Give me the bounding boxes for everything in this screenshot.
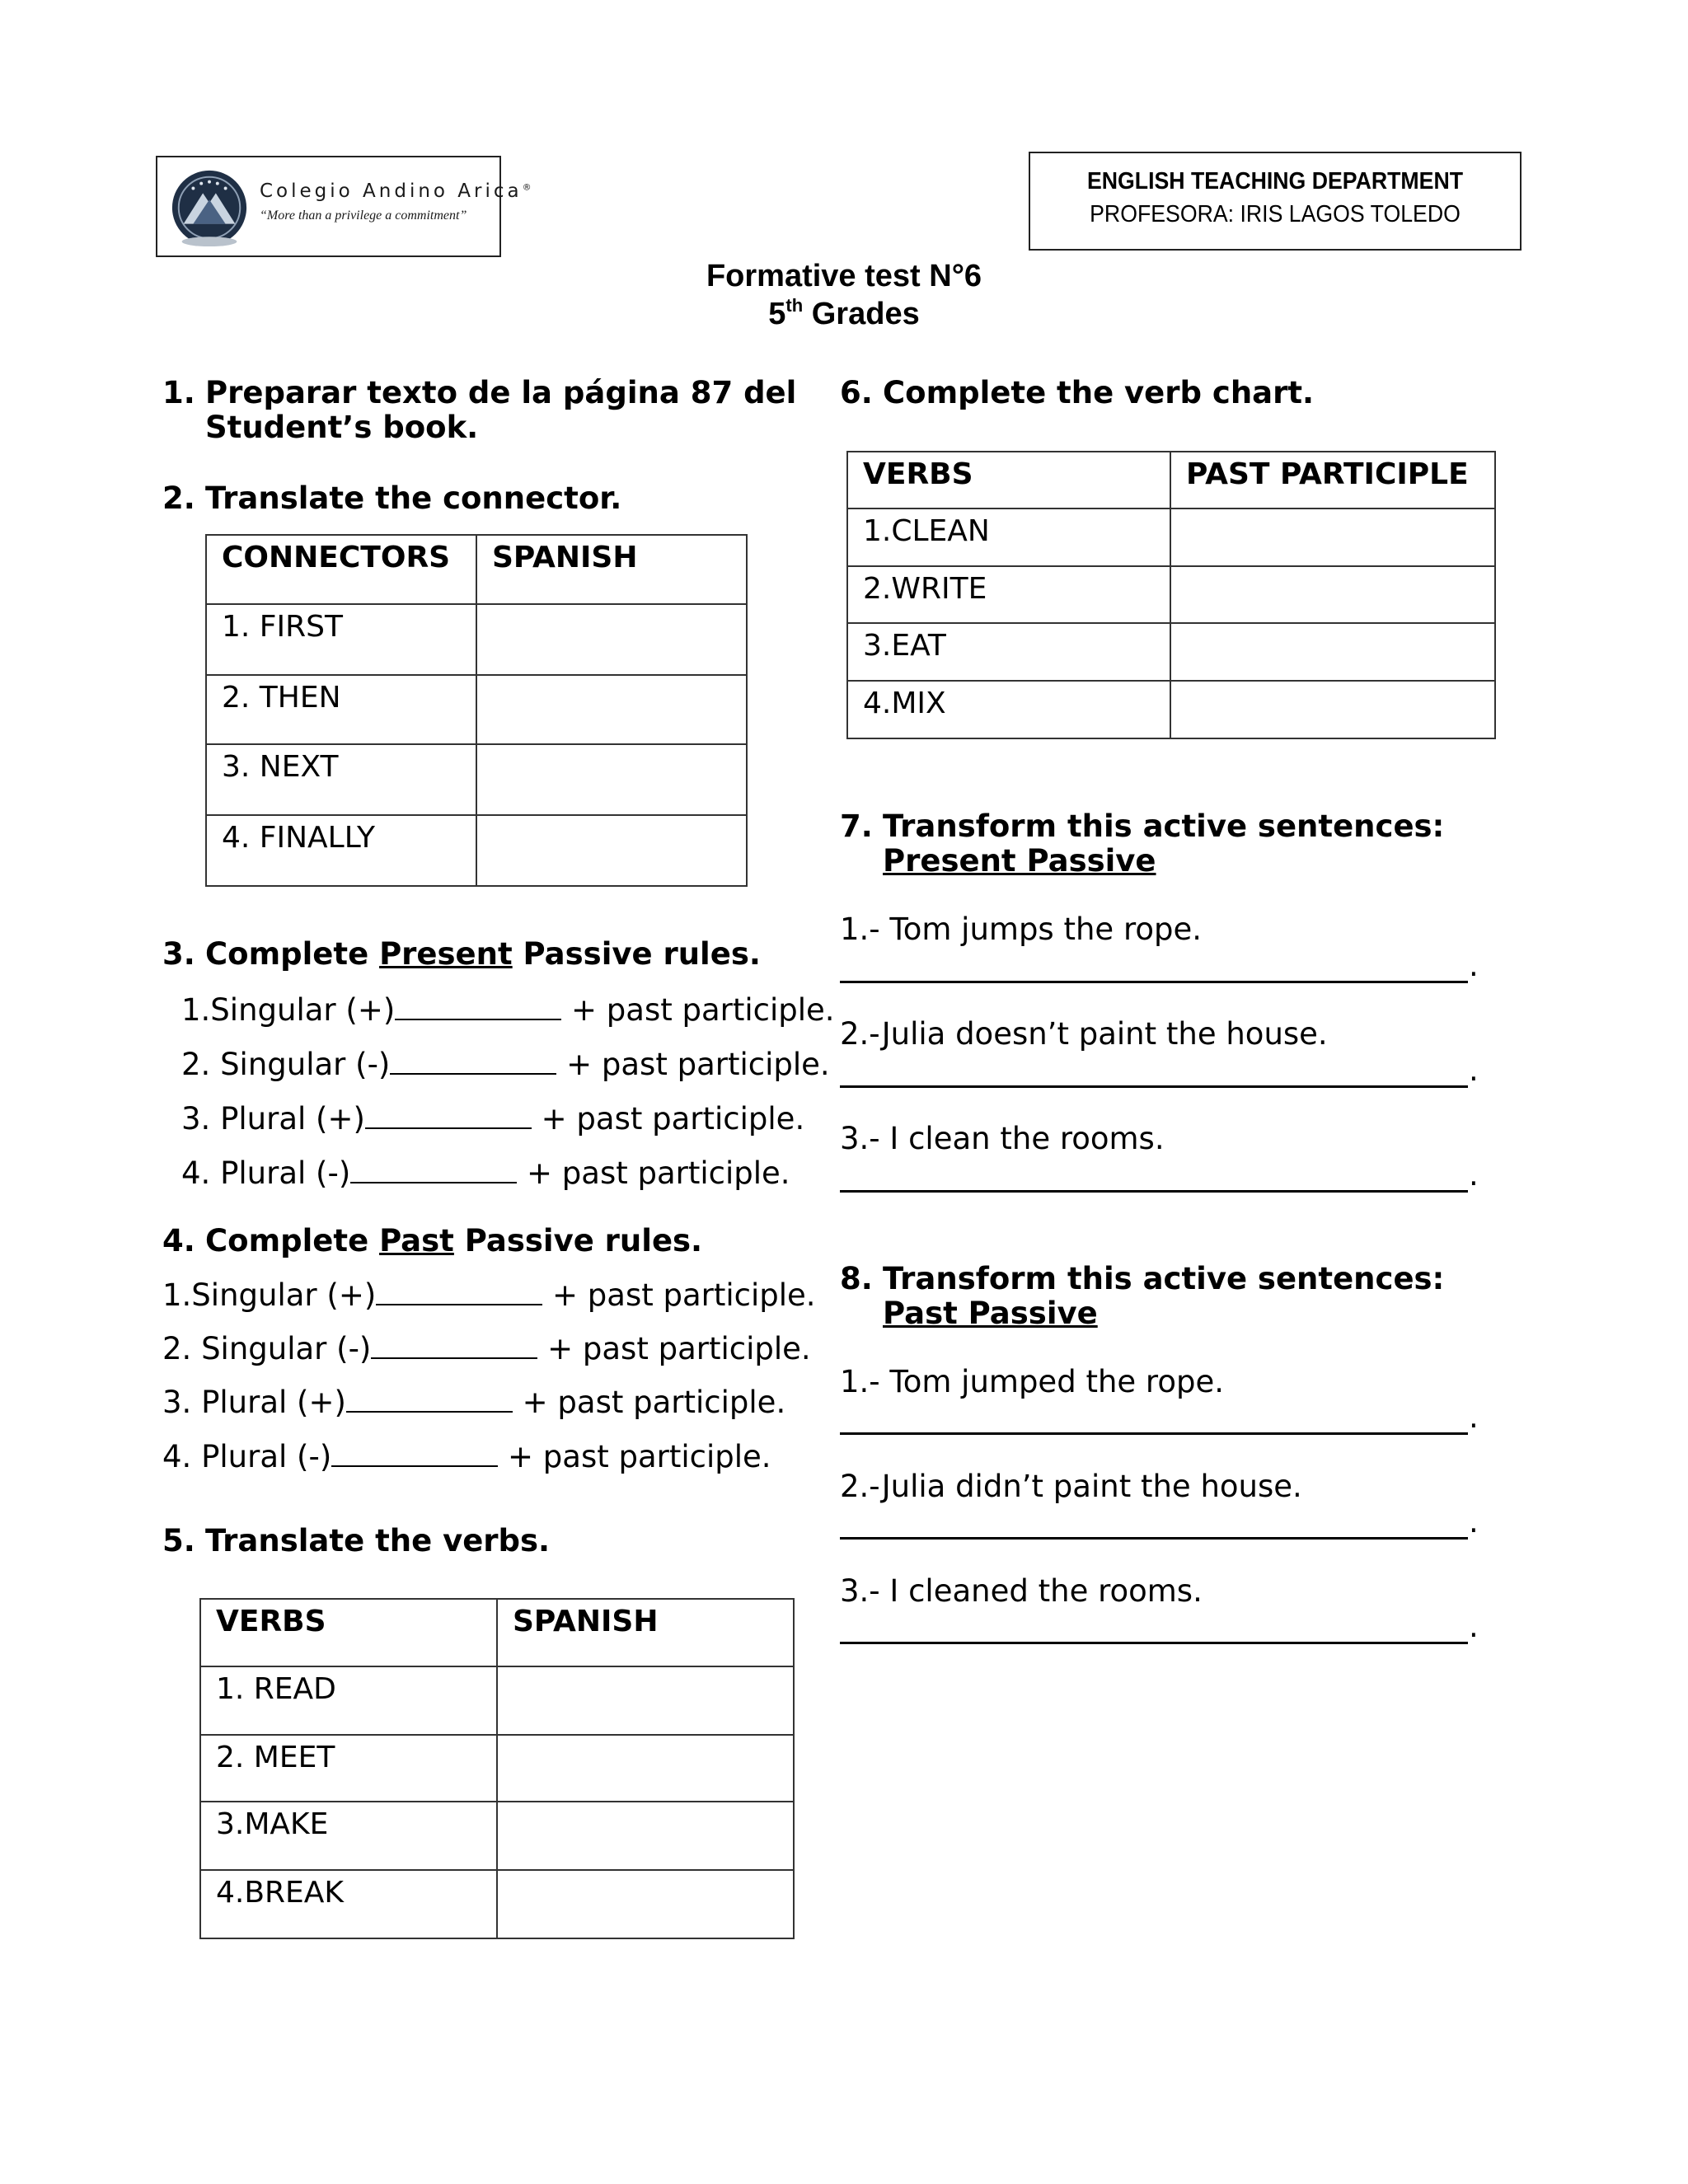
question-7: 7. Transform this active sentences:	[840, 808, 1445, 844]
fill-blank[interactable]	[331, 1437, 498, 1467]
question-8: 8. Transform this active sentences:	[840, 1261, 1445, 1296]
question-3: 3. Complete Present Passive rules.	[162, 936, 761, 972]
verb-cell: 2. MEET	[200, 1735, 497, 1802]
school-name: Colegio Andino Arica®	[260, 180, 532, 202]
question-1: 1. Preparar texto de la página 87 del	[162, 375, 797, 410]
table-header-verbs: VERBS	[847, 452, 1170, 509]
department-title: ENGLISH TEACHING DEPARTMENT	[1086, 168, 1464, 194]
school-motto: “More than a privilege a commitment”	[260, 209, 467, 223]
fill-blank[interactable]	[390, 1045, 556, 1075]
verb-cell: 3.EAT	[847, 623, 1170, 681]
line-end-period: .	[1469, 1052, 1479, 1088]
answer-cell[interactable]	[497, 1802, 794, 1870]
connector-cell: 2. THEN	[206, 675, 476, 744]
connectors-table	[205, 534, 748, 887]
sentence-7-3: 3.- I clean the rooms.	[840, 1121, 1165, 1156]
verb-cell: 1. READ	[200, 1666, 497, 1735]
verb-cell: 1.CLEAN	[847, 509, 1170, 566]
line-end-period: .	[1469, 948, 1479, 983]
question-8-subtitle: Past Passive	[883, 1296, 1098, 1331]
question-7-subtitle: Present Passive	[883, 843, 1156, 879]
line-end-period: .	[1469, 1399, 1479, 1435]
table-header-spanish: SPANISH	[497, 1599, 794, 1666]
sentence-8-2: 2.-Julia didn’t paint the house.	[840, 1469, 1302, 1504]
line-end-period: .	[1469, 1609, 1479, 1644]
sentence-8-1: 1.- Tom jumped the rope.	[840, 1364, 1224, 1399]
answer-line[interactable]	[840, 1190, 1468, 1193]
fill-blank[interactable]	[395, 991, 561, 1020]
verb-cell: 2.WRITE	[847, 566, 1170, 623]
present-rule-3: 3. Plural (+) + past participle.	[181, 1101, 805, 1137]
table-header-verbs: VERBS	[200, 1599, 497, 1666]
verbs-translate-table	[199, 1598, 795, 1939]
fill-blank[interactable]	[346, 1383, 513, 1413]
question-2: 2. Translate the connector.	[162, 480, 622, 516]
connector-cell: 3. NEXT	[206, 744, 476, 815]
question-6: 6. Complete the verb chart.	[840, 375, 1315, 410]
answer-line[interactable]	[840, 1085, 1468, 1088]
department-box	[1029, 152, 1522, 251]
question-4: 4. Complete Past Passive rules.	[162, 1223, 703, 1258]
answer-cell[interactable]	[476, 815, 747, 886]
school-logo	[156, 156, 532, 257]
question-1-line-2: Student’s book.	[205, 410, 479, 445]
grade-level: 5th Grades	[768, 295, 920, 331]
fill-blank[interactable]	[371, 1329, 537, 1359]
present-rule-4: 4. Plural (-) + past participle.	[181, 1155, 790, 1191]
past-rule-4: 4. Plural (-) + past participle.	[162, 1439, 771, 1474]
past-rule-3: 3. Plural (+) + past participle.	[162, 1385, 786, 1420]
table-header-past-participle: PAST PARTICIPLE	[1170, 452, 1495, 509]
connector-cell: 1. FIRST	[206, 604, 476, 675]
answer-cell[interactable]	[1170, 623, 1495, 681]
verb-cell: 3.MAKE	[200, 1802, 497, 1870]
answer-line[interactable]	[840, 1432, 1468, 1435]
table-header-connectors: CONNECTORS	[206, 535, 476, 604]
teacher-name: PROFESORA: IRIS LAGOS TOLEDO	[1090, 201, 1461, 227]
answer-cell[interactable]	[497, 1870, 794, 1938]
sentence-7-2: 2.-Julia doesn’t paint the house.	[840, 1016, 1328, 1052]
table-header-spanish: SPANISH	[476, 535, 747, 604]
school-emblem-icon	[169, 167, 250, 248]
test-title: Formative test N°6	[706, 259, 982, 293]
answer-line[interactable]	[840, 1642, 1468, 1644]
line-end-period: .	[1469, 1157, 1479, 1193]
present-rule-1: 1.Singular (+) + past participle.	[181, 992, 835, 1028]
present-rule-2: 2. Singular (-) + past participle.	[181, 1047, 830, 1082]
connector-cell: 4. FINALLY	[206, 815, 476, 886]
fill-blank[interactable]	[376, 1276, 542, 1305]
verb-cell: 4.MIX	[847, 681, 1170, 738]
answer-cell[interactable]	[476, 604, 747, 675]
verb-chart-table	[846, 451, 1496, 739]
answer-cell[interactable]	[476, 744, 747, 815]
fill-blank[interactable]	[350, 1154, 517, 1183]
answer-cell[interactable]	[476, 675, 747, 744]
answer-line[interactable]	[840, 1537, 1468, 1540]
line-end-period: .	[1469, 1504, 1479, 1540]
verb-cell: 4.BREAK	[200, 1870, 497, 1938]
past-rule-2: 2. Singular (-) + past participle.	[162, 1331, 811, 1366]
answer-line[interactable]	[840, 981, 1468, 983]
past-rule-1: 1.Singular (+) + past participle.	[162, 1277, 816, 1313]
question-5: 5. Translate the verbs.	[162, 1523, 551, 1558]
sentence-8-3: 3.- I cleaned the rooms.	[840, 1573, 1203, 1609]
answer-cell[interactable]	[1170, 681, 1495, 738]
fill-blank[interactable]	[365, 1099, 532, 1129]
answer-cell[interactable]	[1170, 509, 1495, 566]
answer-cell[interactable]	[1170, 566, 1495, 623]
answer-cell[interactable]	[497, 1735, 794, 1802]
sentence-7-1: 1.- Tom jumps the rope.	[840, 912, 1202, 947]
answer-cell[interactable]	[497, 1666, 794, 1735]
